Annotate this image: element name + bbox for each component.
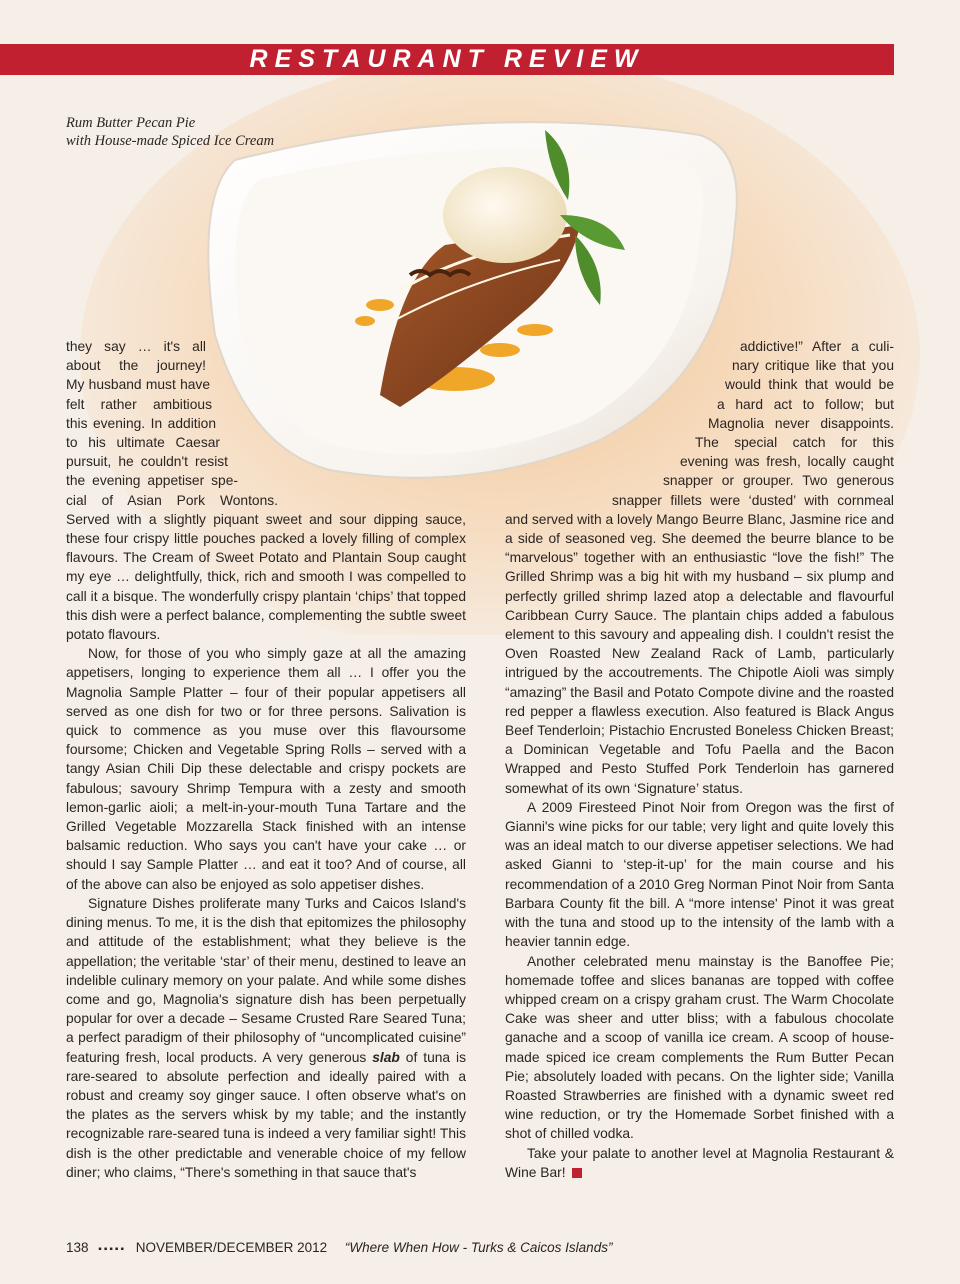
left-intro-line: felt rather ambitious (66, 396, 212, 412)
caption-line-2: with House-made Spiced Ice Cream (66, 133, 275, 149)
closing-sentence: Take your palate to another level at Magnolia Restaurant & Wine Bar! (505, 1145, 894, 1180)
caption-line-1: Rum Butter Pecan Pie (66, 115, 196, 131)
left-paragraph-1-rest: Served with a slightly piquant sweet and sour dipping sauce, these four crispy little pouches packed a lovely filling of complex flavours. The Cream of Sweet Potato and Plantain Soup caught my eye … delightfully, thick, rich and smooth I was compelled to call it a bisque. The wonderfully crispy plantain ‘chips’ that topped this dish were a perfect balance, complementing the subtle sweet potato flavours. (66, 511, 466, 643)
right-intro-line: addictive!” After a culi- (740, 339, 894, 354)
page-footer (66, 1240, 612, 1255)
left-intro-line: My husband must have (66, 377, 210, 393)
left-paragraph-3 (66, 894, 466, 1182)
end-of-article-mark (572, 1168, 582, 1178)
article-column-left (66, 337, 466, 1182)
left-intro-line: the evening appetiser spe- (66, 473, 238, 489)
photo-caption (66, 114, 274, 150)
left-intro-line: about the journey! (66, 358, 206, 374)
right-paragraph-4 (505, 1144, 894, 1182)
right-intro-line: evening was fresh, locally caught (680, 454, 894, 470)
right-intro-line: nary critique like that you (732, 358, 894, 374)
issue-date: NOVEMBER/DECEMBER 2012 (135, 1240, 328, 1255)
right-intro-line: a hard act to follow; but (717, 396, 894, 412)
right-paragraph-1 (505, 337, 894, 798)
left-intro-line: to his ultimate Caesar (66, 435, 220, 451)
footer-dots: ▪▪▪▪▪ (98, 1244, 127, 1255)
left-intro-line: this evening. In addition (66, 415, 216, 431)
left-paragraph-3-part-1: Signature Dishes proliferate many Turks and Caicos Island's dining menus. To me, it is the dish that epitomizes the philosophy and attitude of the establishment; what they believe is the appellation; the veritable ‘star’ of their menu, destined to leave an indelible culinary memory on your palate. And while some dishes come and go, Magnolia's signature dish has been perpetually popular for over a decade – Sesame Crusted Rare Seared Tuna; a perfect paradigm of their philosophy of “uncomplicated cuisine” featuring fresh, local products. A very generous (66, 895, 466, 1065)
right-intro-line: would think that would be (725, 377, 894, 393)
left-intro-line: they say … it's all (66, 339, 206, 354)
right-intro-line: The special catch for this (695, 435, 894, 451)
section-banner (0, 44, 894, 75)
section-title: RESTAURANT REVIEW (249, 45, 645, 73)
left-intro-line: pursuit, he couldn't resist (66, 454, 228, 470)
right-intro-line: snapper or grouper. Two generous (663, 473, 894, 489)
left-paragraph-3-part-2: of tuna is rare-seared to absolute perfection and ideally paired with a robust and creamy soy ginger sauce. I often observe what's on the plates as the servers whisk by my table; and the instantly recognizable rare-seared tuna is indeed a very familiar sight! This dish is the other predictable and venerable choice of my fellow diner; who claims, “There's something in that sauce that's (66, 1049, 467, 1180)
right-paragraph-3: Another celebrated menu mainstay is the Banoffee Pie; homemade toffee and slices bananas are topped with coffee whipped cream on a crispy graham crust. The Warm Chocolate Cake was sheer and utter bliss; with a fabulous chocolate ganache and a scoop of vanilla ice cream. A scoop of house-made spiced ice cream complements the Rum Butter Pecan Pie; absolutely loaded with pecans. On the lighter side; Vanilla Roasted Strawberries are finished with a dynamic sweet red wine reduction, or try the Homemade Sorbet finished with a shot of chilled vodka. (505, 953, 894, 1142)
left-paragraph-1 (66, 337, 466, 644)
left-paragraph-2: Now, for those of you who simply gaze at all the amazing appetisers, longing to experience them all … I offer you the Magnolia Sample Platter – four of their popular appetisers all served as one dish for two or for three persons. Salivation is quick to commence as you muse over this flavoursome foursome; Chicken and Vegetable Spring Rolls – served with a tangy Asian Chili Dip these delectable and crispy pockets are fabulous; savoury Shrimp Tempura with a zesty and smooth lemon-garlic aioli; a melt-in-your-mouth Tuna Tartare and the Grilled Vegetable Mozzarella Stack finished with an intense balsamic reduction. Who says you can't have your cake … or should I say Sample Platter … and eat it too? And of course, all of the above can also be enjoyed as solo appetiser dishes. (66, 646, 466, 892)
publication-name: “Where When How - Turks & Caicos Islands” (344, 1240, 613, 1255)
right-paragraph-1-rest: and served with a lovely Mango Beurre Blanc, Jasmine rice and a side of seasoned veg. She deemed the beurre blance to be “marvelous” together with an enthusiastic “love the fish!” The Grilled Shrimp was a big hit with my husband – six plump and perfectly grilled shrimp lazed atop a delectable and flavourful Caribbean Curry Sauce. The plantain chips added a fabulous element to this savoury and appealing dish. I couldn't resist the Oven Roasted New Zealand Rack of Lamb, particularly intrigued by the accoutrements. The Chipotle Aioli was simply “amazing” the Basil and Potato Compote divine and the roasted red pepper a flawless execution. Also featured is Black Angus Beef Tenderloin; Pistachio Encrusted Boneless Chicken Breast; a Dominican Vegetable and Tofu Paella and the Bacon Wrapped and Pesto Stuffed Pork Tenderloin has garnered somewhat of its own ‘Signature’ status. (505, 511, 894, 796)
article-column-right (505, 337, 894, 1182)
left-intro-line: cial of Asian Pork Wontons. (66, 492, 278, 508)
emphasis-slab: slab (372, 1049, 400, 1065)
page-number: 138 (66, 1240, 89, 1255)
right-intro-line: Magnolia never disappoints. (708, 415, 894, 431)
right-paragraph-2: A 2009 Firesteed Pinot Noir from Oregon was the first of Gianni's wine picks for our table; very light and quite lovely this was an ideal match to our diverse appetiser selections. We had asked Gianni to ‘step-it-up’ for the main course and his recommendation of a 2010 Greg Norman Pinot Noir from Santa Barbara County fit the bill. A “more intense' Pinot it was great with the tuna and stood up to the intensity of the lamb with a heavier tannin edge. (505, 799, 894, 950)
right-intro-line: snapper fillets were ‘dusted’ with cornmeal (612, 492, 894, 508)
